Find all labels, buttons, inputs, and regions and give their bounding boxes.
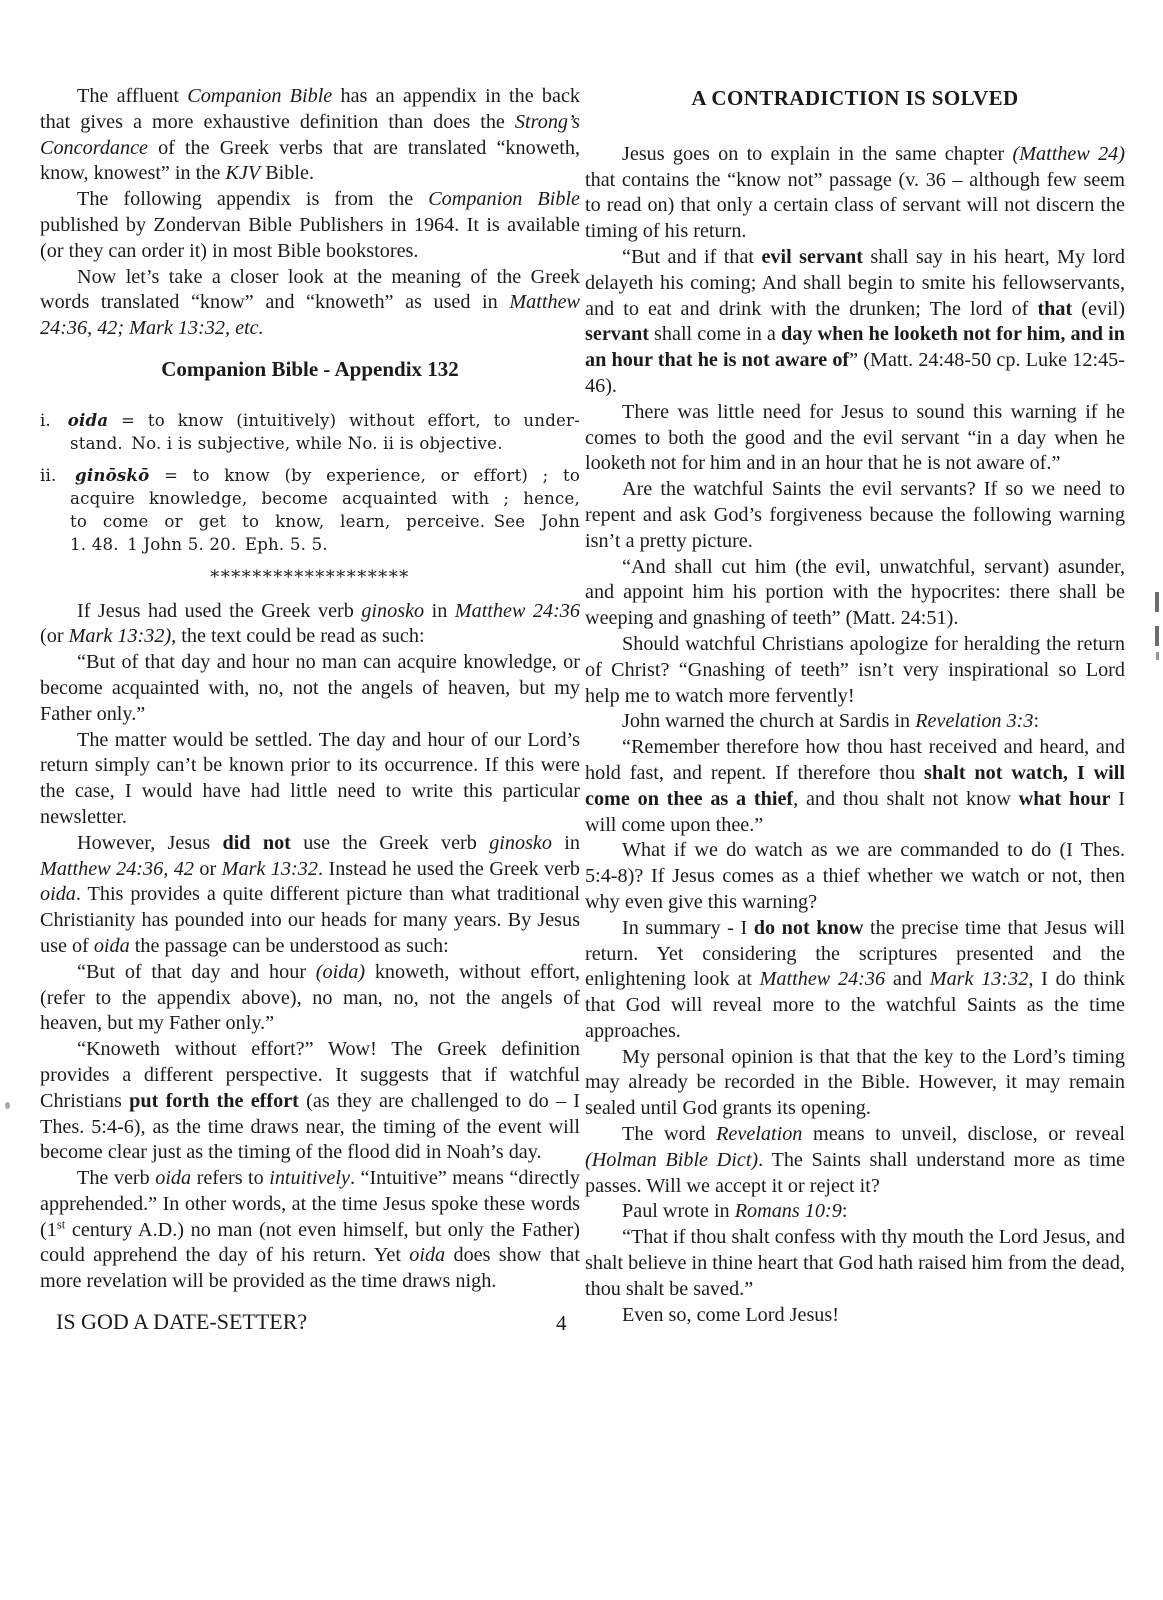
text-run: or xyxy=(193,857,222,880)
text-run-i: Revelation xyxy=(716,1123,803,1146)
text-run: Should watchful Christians apologize for heralding the return of Christ? “Gnashing of teeth” isn’t very inspirational so Lord help me to watch more fervently! xyxy=(585,632,1125,707)
paragraph xyxy=(585,735,1125,838)
paragraph xyxy=(40,650,580,727)
text-run: the passage can be understood as such: xyxy=(129,934,449,957)
text-run-sup: st xyxy=(56,1216,66,1231)
left-column xyxy=(40,84,580,1335)
text-run: does show that more revelation will be provided as the time draws nigh. xyxy=(40,1244,580,1293)
text-run: “But of that day and hour xyxy=(77,960,316,983)
paragraph xyxy=(40,84,580,187)
text-run-i: Strong’s Concordance xyxy=(40,110,580,159)
paragraph xyxy=(585,477,1125,554)
text-run: (or xyxy=(40,625,69,648)
paragraph xyxy=(40,831,580,960)
text-run-i: ginosko xyxy=(489,831,552,854)
text-run: Bible. xyxy=(260,162,315,185)
text-run: The verb xyxy=(77,1167,156,1190)
text-run-b: that xyxy=(1037,297,1073,320)
text-run: Paul wrote in xyxy=(622,1200,735,1223)
text-run: . “Intuitive” means “directly apprehended.” In other words, at the time Jesus spoke these words (1 xyxy=(40,1167,580,1241)
text-run: that contains the “know not” passage (v. 36 – although few seem to read on) that only a certain class of servant will not discern the timing of his return. xyxy=(585,168,1125,243)
paragraph xyxy=(585,142,1125,245)
scan-artifact xyxy=(1155,626,1159,646)
text-run: However, Jesus xyxy=(77,831,223,854)
paragraph xyxy=(585,245,1125,400)
section-heading: Companion Bible - Appendix 132 xyxy=(161,356,459,381)
text-run: The following appendix is from the xyxy=(77,188,429,211)
paragraph xyxy=(585,632,1125,709)
text-run: “But and if that xyxy=(622,245,762,268)
text-run-i: Revelation 3:3 xyxy=(915,710,1034,733)
appendix-line xyxy=(40,533,580,556)
appendix-entry xyxy=(40,409,580,455)
text-run-i: (Matthew 24) xyxy=(1012,142,1126,165)
text-run-i: Companion Bible xyxy=(428,188,580,211)
appendix-line xyxy=(40,432,580,455)
appendix-marker: i. xyxy=(40,410,64,430)
paragraph xyxy=(40,960,580,1037)
text-run-b: day when he looketh not for him, and in an hour that he is not aware of xyxy=(585,323,1125,372)
paragraph xyxy=(40,1037,580,1166)
text-run: ” (Matt. 24:48-50 cp. Luke 12:45-46). xyxy=(585,349,1125,397)
text-run: The affluent xyxy=(77,85,188,107)
text-run: shall come in a xyxy=(648,323,781,346)
text-run-i: oida xyxy=(93,934,130,957)
text-run: knoweth, without effort, (refer to the appendix above), no man, no, not the angels of heaven, but my Father only.” xyxy=(40,960,580,1035)
text-run: Even so, come Lord Jesus! xyxy=(622,1303,839,1326)
paragraph xyxy=(585,555,1125,632)
text-run: and xyxy=(885,968,930,991)
paragraph xyxy=(585,916,1125,1045)
footer-title: IS GOD A DATE-SETTER? xyxy=(56,1309,308,1335)
text-run: to come or get to know, learn, perceive. See John xyxy=(70,511,580,531)
page-number: 4 xyxy=(556,1311,567,1336)
paragraph xyxy=(585,1199,1125,1225)
right-column xyxy=(585,84,1125,1328)
appendix-line xyxy=(40,487,580,510)
text-run-i: Companion Bible xyxy=(187,85,333,107)
text-run-bi: ginōskō xyxy=(75,464,150,485)
paragraph xyxy=(585,1303,1125,1329)
text-run: means to unveil, disclose, or reveal xyxy=(802,1123,1125,1146)
text-run: The word xyxy=(622,1123,717,1146)
text-run: = to know (by experience, or effort) ; to xyxy=(149,465,581,485)
text-run-b: what hour xyxy=(1018,787,1111,810)
text-run-i: Matthew 24:36, 42 xyxy=(40,857,194,880)
text-run: Now let’s take a closer look at the meaning of the Greek words translated “know” and “knoweth” as used in xyxy=(40,265,580,314)
text-run: What if we do watch as we are commanded to do (I Thes. 5:4-8)? If Jesus comes as a thief whether we watch or not, then why even give this warning? xyxy=(585,839,1125,913)
text-run-i: Romans 10:9 xyxy=(734,1200,842,1223)
text-run: “Knoweth without effort?” Wow! The Greek definition provides a different perspective. It suggests that if watchful Christians xyxy=(40,1038,580,1112)
text-run: (evil) xyxy=(1072,297,1126,320)
text-run-i: Mark 13:32 xyxy=(929,968,1029,991)
text-run: My personal opinion is that that the key to the Lord’s timing may already be recorded in the Bible. However, it may remain sealed until God grants its opening. xyxy=(585,1045,1125,1120)
text-run: I will come upon thee.” xyxy=(585,787,1126,836)
text-run-i: oida xyxy=(155,1167,192,1190)
scan-artifact xyxy=(5,1102,10,1109)
appendix-line xyxy=(40,510,580,533)
text-run: Jesus goes on to explain in the same chapter xyxy=(622,142,1013,165)
appendix-line xyxy=(40,409,580,432)
text-run: stand. No. i is subjective, while No. ii is objective. xyxy=(70,433,503,453)
text-run-bi: oida xyxy=(67,409,109,430)
text-run: (as they are challenged to do – I Thes. 5:4-6), as the time draws near, the timing of the event will become clear just as the timing of the flood did in Noah’s day. xyxy=(40,1089,581,1164)
text-run: century A.D.) no man (not even himself, but only the Father) could apprehend the day of his return. Yet xyxy=(40,1218,580,1267)
text-run: “Remember therefore how thou hast received and heard, and hold fast, and repent. If therefore thou xyxy=(585,736,1125,784)
appendix-line xyxy=(40,464,580,487)
text-run: published by Zondervan Bible Publishers in 1964. It is available (or they can order it) in most Bible bookstores. xyxy=(40,213,580,262)
paragraph xyxy=(40,187,580,264)
paragraph xyxy=(585,1045,1125,1122)
text-run: “And shall cut him (the evil, unwatchful, servant) asunder, and appoint him his portion with the hypocrites: there shall be weeping and gnashing of teeth” (Matt. 24:51). xyxy=(585,555,1125,630)
section-heading: A CONTRADICTION IS SOLVED xyxy=(691,86,1019,110)
text-run-i: (oida) xyxy=(315,960,366,983)
text-run: the text could be read as such: xyxy=(176,625,425,648)
paragraph xyxy=(40,1166,580,1295)
text-run: . Instead he used the Greek verb xyxy=(317,857,581,880)
text-run: , I do think that God will reveal more to the watchful Saints as the time approaches. xyxy=(585,968,1126,1042)
page-footer xyxy=(40,1309,580,1335)
text-run: in xyxy=(552,831,581,854)
scan-artifact xyxy=(1156,652,1159,660)
text-run: refers to xyxy=(191,1167,270,1190)
scan-artifact xyxy=(1155,592,1159,612)
text-run: Are the watchful Saints the evil servants? If so we need to repent and ask God’s forgiveness because the following warning isn’t a pretty picture. xyxy=(585,478,1125,552)
asterisk-separator: ******************* xyxy=(210,566,410,588)
paragraph xyxy=(40,265,580,342)
text-run: has an appendix in the back that gives a more exhaustive definition than does the xyxy=(40,85,581,133)
text-run: . The Saints shall understand more as time passes. Will we accept it or reject it? xyxy=(585,1148,1125,1197)
text-run-i: KJV xyxy=(225,162,261,185)
text-run: the precise time that Jesus will return. Yet considering the scriptures presented and the enlightening look at xyxy=(585,916,1125,991)
text-run: , and thou shalt not know xyxy=(793,787,1019,810)
text-run: “But of that day and hour no man can acquire knowledge, or become acquainted with, no, not the angels of heaven, but my Father only.” xyxy=(40,651,580,725)
text-run-b: servant xyxy=(585,323,649,346)
text-run-i: Matthew 24:36 xyxy=(759,968,886,991)
text-run-i: Mark 13:32), xyxy=(68,625,177,648)
text-run-i: Matthew 24:36, 42; Mark 13:32, etc. xyxy=(40,291,580,340)
text-run-i: Mark 13:32 xyxy=(221,857,318,880)
text-run: shall say in his heart, My lord delayeth his coming; And shall begin to smite his fellowservants, and to eat and drink with the drunken; The lord of xyxy=(585,245,1125,320)
text-run-b: put forth the effort xyxy=(129,1089,299,1112)
paragraph xyxy=(585,1225,1125,1302)
text-run-i: (Holman Bible Dict) xyxy=(585,1148,759,1171)
text-run-i: ginosko xyxy=(361,599,425,622)
text-run: of the Greek verbs that are translated “knoweth, know, knowest” in the xyxy=(40,136,580,185)
text-run: The matter would be settled. The day and hour of our Lord’s return simply can’t be known prior to its occurrence. If this were the case, I would have had little need to write this particular newsletter. xyxy=(40,728,580,828)
paragraph xyxy=(585,838,1125,915)
text-run: . This provides a quite different picture than what traditional Christianity has pounded into our heads for many years. By Jesus use of xyxy=(40,883,580,957)
text-run: in xyxy=(424,599,455,622)
appendix-marker: ii. xyxy=(40,465,72,485)
text-run-i: intuitively xyxy=(269,1167,350,1190)
text-run: In summary - I xyxy=(622,916,754,939)
text-run: : xyxy=(1033,710,1040,733)
appendix-entry xyxy=(40,464,580,556)
text-run-b: did not xyxy=(222,831,291,854)
text-run-b: do not know xyxy=(753,916,864,939)
paragraph xyxy=(585,1122,1125,1199)
text-run-b: shalt not watch, I will come on thee as a thief xyxy=(585,761,1125,810)
text-run: 1. 48. 1 John 5. 20. Eph. 5. 5. xyxy=(70,534,328,554)
text-run-i: Matthew 24:36 xyxy=(454,599,580,622)
text-run: There was little need for Jesus to sound this warning if he comes to both the good and the evil servant “in a day when he looketh not for him and in an hour that he is not aware of.” xyxy=(585,400,1125,475)
text-run-i: oida xyxy=(409,1244,446,1267)
paragraph xyxy=(40,599,580,651)
paragraph xyxy=(40,728,580,831)
paragraph xyxy=(585,709,1125,735)
text-run: : xyxy=(841,1200,848,1223)
text-run: “That if thou shalt confess with thy mouth the Lord Jesus, and shalt believe in thine heart that God hath raised him from the dead, thou shalt be saved.” xyxy=(585,1226,1125,1300)
text-run-b: evil servant xyxy=(761,245,864,268)
text-run: = to know (intuitively) without effort, to under- xyxy=(108,410,580,430)
text-run: acquire knowledge, become acquainted with ; hence, xyxy=(70,488,580,508)
text-run: If Jesus had used the Greek verb xyxy=(77,599,362,622)
text-run: use the Greek verb xyxy=(290,831,490,854)
text-run: John warned the church at Sardis in xyxy=(622,710,916,733)
paragraph xyxy=(585,400,1125,477)
text-run-i: oida xyxy=(40,883,76,906)
